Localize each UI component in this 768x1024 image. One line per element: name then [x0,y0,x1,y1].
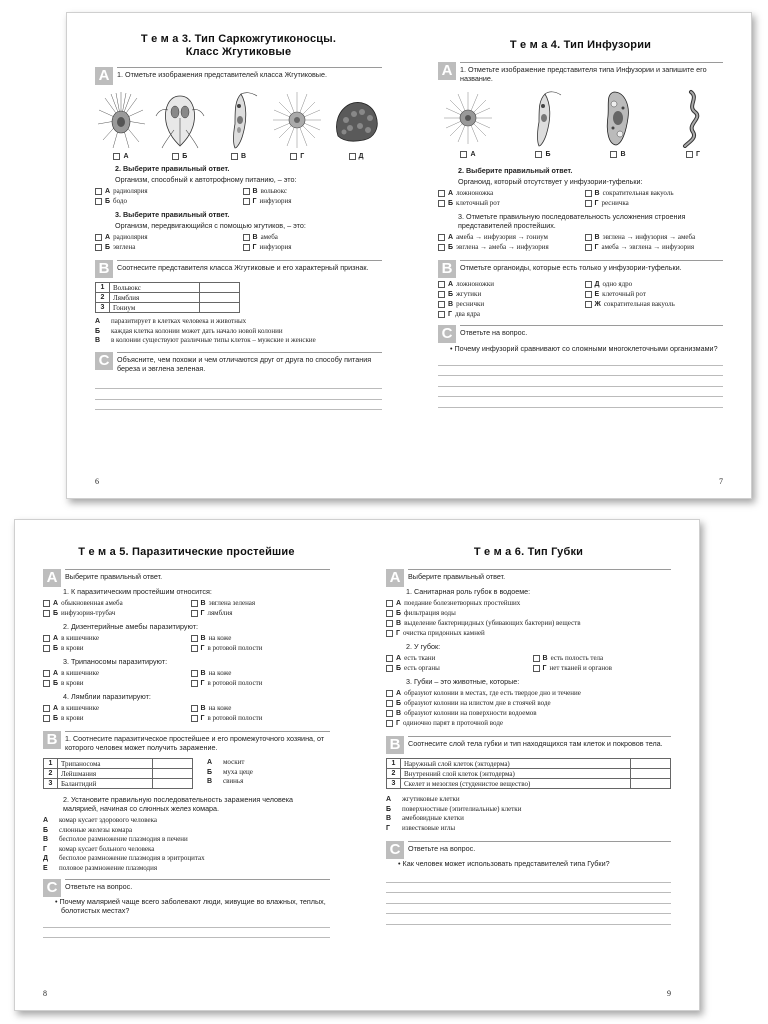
checkbox[interactable] [231,153,238,160]
page-7 [410,13,753,498]
question-2-options [438,189,723,208]
sun-protist-image [442,88,494,148]
question-2-options [95,187,382,206]
question-2-text: 2. Дизентерийные амебы паразитируют: [63,622,199,631]
question-text: • Почему малярией чаще всего заболевают люди, живущие во влажных, теплых, болотистых местах? [55,897,326,915]
list-item: В бесполое размножение плазмодия в печени [43,835,188,843]
option[interactable]: Б в крови [43,644,183,653]
section-b [386,736,671,833]
section-letter-b: B [95,260,113,278]
answer-cell[interactable] [200,283,240,293]
answer-cell[interactable] [200,303,240,313]
section-letter-b: B [386,736,404,754]
image-option-b[interactable]: Б [517,151,569,158]
option[interactable]: Б инфузория-трубач [43,609,183,618]
table-row: 2 Лямблия [96,293,240,303]
option[interactable]: А ложноножки [438,280,577,289]
spread-pages-6-7 [66,12,752,499]
option[interactable]: Г два ядра [438,310,577,319]
organism-images [438,87,723,149]
section-c-text: Ответьте на вопрос. [408,844,476,853]
page-number: 6 [95,477,99,486]
question-3-sub: Организм, передвигающийся с помощью жгутиков, – это: [115,221,306,230]
topic-title [95,33,382,59]
image-option-g[interactable]: Г [667,151,719,158]
question-text: • Почему инфузорий сравнивают со сложными многоклеточными организмами? [450,344,718,353]
checkbox[interactable] [95,188,102,195]
checkbox[interactable] [43,715,50,722]
option[interactable]: Г ресничка [585,199,724,208]
section-b-text: Отметьте органоиды, которые есть только у инфузории-туфельки. [460,263,682,272]
topic-title: Т е м а 5. Паразитические простейшие [78,546,295,558]
checkbox[interactable] [585,291,592,298]
answer-lines[interactable] [438,355,723,408]
checkbox[interactable] [386,630,393,637]
checkbox[interactable] [191,600,198,607]
question-1-options [386,599,671,638]
list-item: А комар кусает здорового человека [43,816,157,824]
question-4-text: 4. Лямблии паразитируют: [63,692,151,701]
matching-table [386,758,671,789]
section-a [95,67,382,252]
checkbox[interactable] [95,234,102,241]
checkbox[interactable] [386,690,393,697]
section-b-options [438,280,723,319]
spread-pages-8-9 [14,519,700,1011]
matching-block [43,754,330,789]
section-letter-a: A [43,569,61,587]
section-c-text: Объясните, чем похожи и чем отличаются друг от друга по способу питания береза и эвглена зеленая. [117,354,372,373]
checkbox[interactable] [43,670,50,677]
option[interactable]: Г в ротовой полости [191,714,331,723]
option[interactable]: В выделение бактерицидных (убивающих бактерии) веществ [386,619,671,628]
answer-cell[interactable] [200,293,240,303]
checkbox[interactable] [191,680,198,687]
checkbox[interactable] [191,705,198,712]
option[interactable]: Б в крови [43,679,183,688]
checkbox[interactable] [172,153,179,160]
matching-table [95,282,240,313]
checkbox[interactable] [438,234,445,241]
list-item: Б слюнные железы комара [43,825,133,834]
option[interactable]: А есть ткани [386,654,525,663]
section-c [95,352,382,411]
section-c [438,325,723,408]
page-9 [358,520,701,1010]
section-c [386,841,671,925]
checkbox[interactable] [290,153,297,160]
image-option-a[interactable]: А [442,151,494,158]
topic-title: Т е м а 6. Тип Губки [473,546,584,558]
option[interactable]: В на коже [191,669,331,678]
option[interactable]: Г нет тканей и органов [533,664,672,673]
question-2-text: 2. Выберите правильный ответ. [458,166,573,175]
list-item: Б поверхностные (эпителиальные) клетки [386,804,522,813]
section-b [95,260,382,346]
list-item: А жгутиковые клетки [386,795,460,803]
checkbox[interactable] [191,635,198,642]
checkbox[interactable] [386,610,393,617]
checkbox[interactable] [386,710,393,717]
question-1-text: 1. Отметьте изображение представителя типа Инфузории и запишите его название. [460,65,707,83]
answer-cell[interactable] [153,779,193,789]
checkbox[interactable] [686,151,693,158]
section-a-text: Выберите правильный ответ. [65,572,163,581]
checkbox[interactable] [386,620,393,627]
image-option-b[interactable]: Б [154,153,206,160]
question-3-text: 3. Выберите правильный ответ. [115,210,230,219]
list-item: Г комар кусает больного человека [43,844,155,853]
table-row: 3 Гониум [96,303,240,313]
option[interactable]: Г инфузория [243,243,383,252]
euglena-image [213,90,265,150]
section-letter-b: B [43,731,61,749]
checkbox[interactable] [191,645,198,652]
question-3-text: 3. Губки – это животные, которые: [406,677,520,686]
question-1-text: 1. К паразитическим простейшим относится: [63,587,212,596]
checkbox[interactable] [438,200,445,207]
checkbox[interactable] [43,680,50,687]
section-a [43,569,330,723]
option[interactable]: А образуют колонии в местах, где есть твердое дно и течение [386,689,671,698]
checkbox[interactable] [438,291,445,298]
section-a-text: Выберите правильный ответ. [408,572,506,581]
table-row: 1 Вольвокс [96,283,240,293]
paramecium-image [592,88,644,148]
option[interactable]: Г инфузория [243,197,383,206]
question-3-options [386,689,671,728]
section-letter-a: A [438,62,456,80]
euglena-image [517,88,569,148]
matching-answers [386,795,671,833]
checkbox[interactable] [438,301,445,308]
checkbox[interactable] [533,655,540,662]
checkbox[interactable] [460,151,467,158]
topic-title-line-1: Т е м а 3. Тип Саркожгутиконосцы. [140,33,337,45]
checkbox[interactable] [585,244,592,251]
list-item: А паразитирует в клетках человека и животных [95,317,247,325]
option[interactable]: В на коже [191,704,331,713]
question-3-text: 3. Трипаносомы паразитируют: [63,657,168,666]
checkbox[interactable] [43,645,50,652]
checkbox[interactable] [243,244,250,251]
option[interactable]: Б клеточный рот [438,199,577,208]
question-2-text: 2. Установите правильную последовательность заражения человека малярией, начиная со слюнных желез комара. [63,795,294,813]
option[interactable]: В эвглена → инфузория → амеба [585,233,724,242]
question-text: • Как человек может использовать представителей типа Губки? [398,859,610,868]
checkbox[interactable] [585,190,592,197]
option[interactable]: Е клеточный рот [585,290,724,299]
checkbox[interactable] [191,715,198,722]
section-b [438,260,723,319]
section-b-text: Соотнесите представителя класса Жгутиковые и его характерный признак. [117,263,369,272]
section-b [43,731,330,873]
image-option-g[interactable]: Г [271,153,323,160]
checkbox[interactable] [43,610,50,617]
option[interactable]: Б эвглена → амеба → инфузория [438,243,577,252]
option[interactable]: Ж сократительная вакуоль [585,300,724,309]
checkbox[interactable] [243,234,250,241]
section-a [386,569,671,728]
option[interactable]: А радиолярия [95,233,235,242]
question-2-options [386,654,671,673]
image-answer-labels [438,151,723,158]
checkbox[interactable] [43,635,50,642]
answer-cell[interactable] [631,779,671,789]
option[interactable]: В есть полость тела [533,654,672,663]
option[interactable]: В реснички [438,300,577,309]
option[interactable]: В амеба [243,233,383,242]
trypanosome-image [667,88,719,148]
option[interactable]: Б бодо [95,197,235,206]
checkbox[interactable] [191,610,198,617]
list-item: Б муха цеце [207,767,253,776]
page-number: 8 [43,989,47,998]
page-6 [67,13,410,498]
option[interactable]: А в кишечнике [43,669,183,678]
checkbox[interactable] [349,153,356,160]
option[interactable]: Г очистка придонных камней [386,629,671,638]
topic-title-line-2: Класс Жгутиковые [185,46,292,58]
image-option-a[interactable]: А [95,153,147,160]
volvox-colony-image [330,90,382,150]
checkbox[interactable] [386,700,393,707]
question-1-options [43,599,330,618]
question-2-options [43,634,330,653]
page-number: 9 [667,989,671,998]
question-3-text: 3. Отметьте правильную последовательность усложнения строения представителей простейших. [458,212,686,230]
checkbox[interactable] [386,720,393,727]
option[interactable]: А обыкновенная амеба [43,599,183,608]
checkbox[interactable] [243,198,250,205]
giardia-image [154,90,206,150]
option[interactable]: Д одно ядро [585,280,724,289]
section-letter-c: C [43,879,61,897]
answer-cell[interactable] [631,769,671,779]
list-item: Б каждая клетка колонии может дать начало новой колонии [95,326,283,335]
answer-cell[interactable] [631,759,671,769]
checkbox[interactable] [386,655,393,662]
section-b-text: 1. Соотнесите паразитическое простейшее и его промежуточного хозяина, от которого человек может получить заражение. [65,734,325,752]
list-item: Д бесполое размножение плазмодия в эритроцитах [43,854,205,862]
option[interactable]: А амеба → инфузория → гониум [438,233,577,242]
sequence-steps [43,816,330,873]
hosts-list [207,758,253,787]
table-row: 3 Скелет и мезоглея (студенистое вещество) [387,779,671,789]
checkbox[interactable] [438,281,445,288]
question-3-options [438,233,723,252]
option[interactable]: Г лямблия [191,609,331,618]
list-item: Е половое размножение плазмодия [43,863,158,872]
option[interactable]: Г одиночно парят в проточной воде [386,719,671,728]
section-c-text: Ответьте на вопрос. [460,328,528,337]
table-row: 1 Наружный слой клеток (эктодерма) [387,759,671,769]
checkbox[interactable] [438,311,445,318]
answer-lines[interactable] [386,872,671,925]
section-letter-c: C [95,352,113,370]
topic-title: Т е м а 4. Тип Инфузории [509,39,652,51]
matching-table [43,758,193,789]
checkbox[interactable] [535,151,542,158]
question-3-options [95,233,382,252]
checkbox[interactable] [585,234,592,241]
radiolaria-image [95,90,147,150]
option[interactable]: Г амеба → эвглена → инфузория [585,243,724,252]
table-row: 3 Балантидий [44,779,193,789]
option[interactable]: Г в ротовой полости [191,679,331,688]
section-b-text: Соотнесите слой тела губки и тип находящихся там клеток и покровов тела. [408,739,663,748]
option[interactable]: Б эвглена [95,243,235,252]
question-2-text: 2. У губок: [406,642,441,651]
option[interactable]: А в кишечнике [43,634,183,643]
list-item: Г известковые иглы [386,823,456,832]
table-row: 2 Внутренний слой клеток (энтодерма) [387,769,671,779]
option[interactable]: А радиолярия [95,187,235,196]
section-letter-a: A [95,67,113,85]
answer-cell[interactable] [153,759,193,769]
question-2-text: 2. Выберите правильный ответ. [115,164,230,173]
organism-images [95,89,382,151]
question-3-options [43,669,330,688]
checkbox[interactable] [43,705,50,712]
checkbox[interactable] [243,188,250,195]
option[interactable]: А поедание болезнетворных простейших [386,599,671,608]
image-answer-labels [95,153,382,160]
option[interactable]: Б в крови [43,714,183,723]
question-1-text: 1. Санитарная роль губок в водоеме: [406,587,531,596]
sun-protist-image [271,90,323,150]
option[interactable]: Б образуют колонии на илистом дне в стоячей воде [386,699,671,708]
section-letter-b: B [438,260,456,278]
checkbox[interactable] [585,200,592,207]
checkbox[interactable] [438,244,445,251]
section-a [438,62,723,252]
option[interactable]: Б жгутики [438,290,577,299]
list-item: В свинья [207,777,244,785]
question-1-text: 1. Отметьте изображения представителей класса Жгутиковые. [117,70,327,79]
question-4-options [43,704,330,723]
answer-lines[interactable] [43,917,330,938]
checkbox[interactable] [95,198,102,205]
option[interactable]: А ложноножка [438,189,577,198]
section-letter-a: A [386,569,404,587]
question-2-sub: Органоид, который отсутствует у инфузории-туфельки: [458,177,643,186]
checkbox[interactable] [43,600,50,607]
matching-answers [95,317,382,346]
section-c-text: Ответьте на вопрос. [65,882,133,891]
checkbox[interactable] [386,665,393,672]
option[interactable]: А в кишечнике [43,704,183,713]
answer-lines[interactable] [95,379,382,411]
list-item: А москит [207,758,245,766]
image-option-v[interactable]: В [592,151,644,158]
checkbox[interactable] [438,190,445,197]
checkbox[interactable] [533,665,540,672]
answer-cell[interactable] [153,769,193,779]
question-2-sub: Организм, способный к автотрофному питанию, – это: [115,175,297,184]
list-item: В в колонии существуют различные типы клеток – мужские и женские [95,336,316,344]
option[interactable]: В вольвокс [243,187,383,196]
section-letter-c: C [438,325,456,343]
option[interactable]: В образуют колонии на поверхности водоемов [386,709,671,718]
option[interactable]: В сократительная вакуоль [585,189,724,198]
table-row: 2 Лейшмания [44,769,193,779]
checkbox[interactable] [113,153,120,160]
checkbox[interactable] [386,600,393,607]
option[interactable]: Б фильтрация воды [386,609,671,618]
page-8 [15,520,358,1010]
option[interactable]: Б есть органы [386,664,525,673]
option[interactable]: В на коже [191,634,331,643]
option[interactable]: В эвглена зеленая [191,599,331,608]
checkbox[interactable] [191,670,198,677]
list-item: В амебовидные клетки [386,814,464,822]
section-letter-c: C [386,841,404,859]
image-option-d[interactable]: Д [330,153,382,160]
page-number: 7 [719,477,723,486]
checkbox[interactable] [585,301,592,308]
checkbox[interactable] [95,244,102,251]
table-row: 1 Трипаносома [44,759,193,769]
section-c [43,879,330,938]
checkbox[interactable] [610,151,617,158]
option[interactable]: Г в ротовой полости [191,644,331,653]
image-option-v[interactable]: В [213,153,265,160]
checkbox[interactable] [585,281,592,288]
